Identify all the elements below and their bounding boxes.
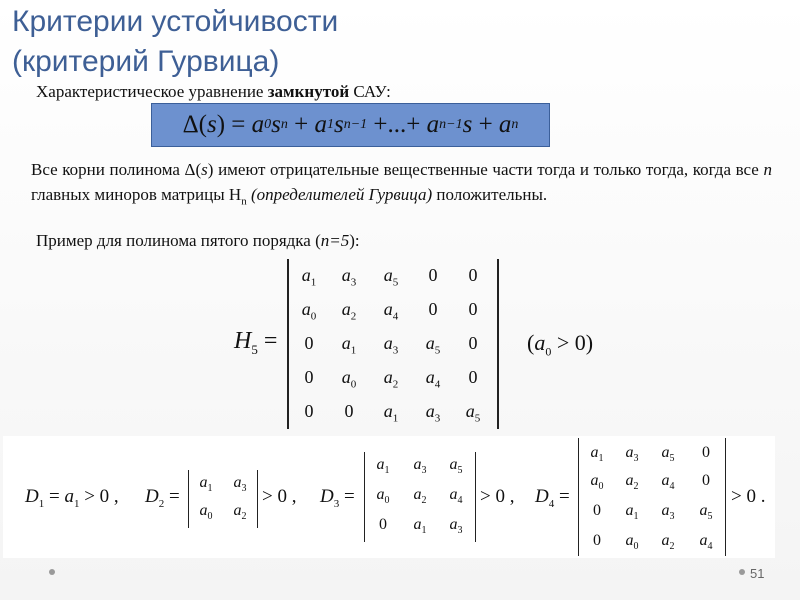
matrix-cell: 0 [468,265,478,285]
matrix-cell: 0 [304,333,314,353]
det-cell: 0 [379,516,387,533]
matrix-cell: 0 [304,367,314,387]
page-number: 51 [750,566,765,581]
intro-text [36,82,391,102]
example-text [36,231,360,251]
det-cell: $a_4$ [699,532,713,553]
intro-before: Характеристическое уравнение [36,82,268,101]
minor-d4-label: $D_4$ = [535,486,570,510]
matrix-cell: $a_5$ [425,333,441,357]
criterion-paragraph [31,157,772,214]
minor-d3-determinant [364,452,476,542]
example-after: ): [349,231,360,250]
det-cell: $a_3$ [413,456,427,477]
matrix-cell: $a_1$ [341,333,357,357]
det-cell: $a_1$ [413,516,427,537]
minor-d2-label: $D_2$ = [145,486,180,510]
det-cell: $a_4$ [449,486,463,507]
para-s: s [201,160,208,179]
matrix-cell: $a_5$ [465,401,481,425]
characteristic-equation: Δ( s ) = a 0 s n + a 1 s n−1 +...+ a n−1 s + a n [151,103,550,147]
intro-after: САУ: [349,82,391,101]
det-cell: $a_4$ [661,472,675,493]
title-line-2: (критерий Гурвица) [12,45,280,78]
title-line-1: Критерии устойчивости [12,5,339,38]
matrix-cell: $a_4$ [383,299,399,323]
det-cell: 0 [702,444,710,461]
matrix-cell: 0 [468,367,478,387]
det-cell: $a_5$ [449,456,463,477]
det-cell: $a_2$ [625,472,639,493]
det-cell: $a_1$ [376,456,390,477]
det-cell: $a_1$ [590,444,604,465]
h5-label: $H_5$ = [234,328,278,357]
det-cell: 0 [593,502,601,519]
para-italic: (определителей Гурвица) [246,185,433,204]
footer-bullet-left [49,569,55,575]
det-cell: 0 [593,532,601,549]
det-cell: $a_1$ [625,502,639,523]
det-cell: $a_3$ [233,474,247,495]
hurwitz-matrix-h5 [287,259,499,429]
matrix-cell: $a_0$ [341,367,357,391]
footer-bullet-right [739,569,745,575]
minor-d4-gt: > 0 . [731,486,766,507]
det-cell: $a_3$ [625,444,639,465]
matrix-cell: $a_4$ [425,367,441,391]
matrix-cell: 0 [468,333,478,353]
example-n: n=5 [320,231,350,250]
minor-d2-gt: > 0 , [262,486,297,507]
det-cell: $a_5$ [661,444,675,465]
minor-d3-gt: > 0 , [480,486,515,507]
matrix-cell: 0 [428,265,438,285]
det-cell: $a_0$ [376,486,390,507]
det-cell: $a_0$ [625,532,639,553]
matrix-cell: $a_1$ [301,265,317,289]
intro-bold: замкнутой [267,82,350,101]
det-cell: $a_0$ [590,472,604,493]
minor-d4-determinant [578,438,726,556]
matrix-cell: $a_2$ [341,299,357,323]
det-cell: $a_2$ [661,532,675,553]
matrix-cell: 0 [468,299,478,319]
slide-title [12,2,338,82]
positivity-condition: $(a_0 > 0)$ [527,330,594,359]
para-sub: n [241,195,247,208]
matrix-cell: $a_0$ [301,299,317,323]
det-cell: 0 [702,472,710,489]
minor-d2-determinant [188,470,258,528]
example-before: Пример для полинома пятого порядка ( [36,231,321,250]
det-cell: $a_3$ [449,516,463,537]
det-cell: $a_1$ [199,474,213,495]
minor-d1: $D_1 = a_1 > 0$ , [25,486,119,510]
matrix-cell: $a_5$ [383,265,399,289]
para-part-2: ) имеют отрицательные вещественные части тогда и только тогда, когда все [207,160,764,179]
matrix-cell: $a_3$ [383,333,399,357]
para-part-1: Все корни полинома Δ( [31,160,202,179]
matrix-cell: 0 [344,401,354,421]
matrix-cell: 0 [428,299,438,319]
det-cell: $a_5$ [699,502,713,523]
det-cell: $a_0$ [199,502,213,523]
matrix-cell: $a_3$ [425,401,441,425]
matrix-cell: 0 [304,401,314,421]
minor-d3-label: $D_3$ = [320,486,355,510]
para-n: n [763,160,772,179]
para-part-3: главных миноров матрицы H [31,185,242,204]
matrix-cell: $a_2$ [383,367,399,391]
matrix-cell: $a_3$ [341,265,357,289]
det-cell: $a_2$ [413,486,427,507]
det-cell: $a_2$ [233,502,247,523]
matrix-cell: $a_1$ [383,401,399,425]
para-part-4: положительны. [432,185,548,204]
det-cell: $a_3$ [661,502,675,523]
